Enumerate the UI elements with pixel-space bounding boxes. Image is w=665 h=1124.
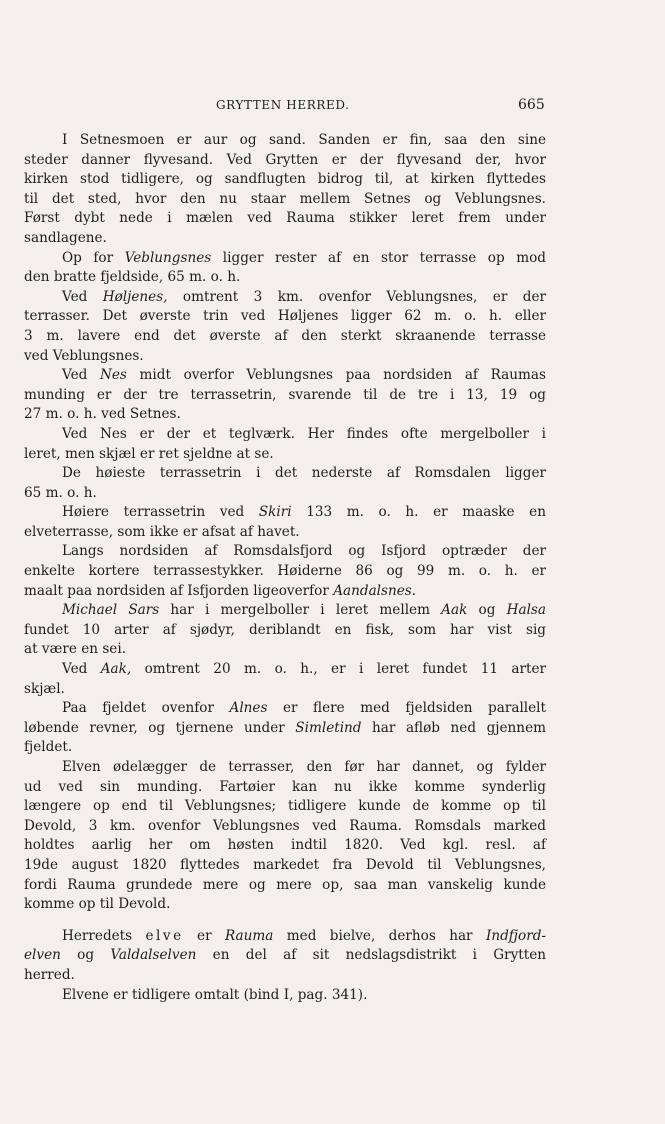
text-line [24,582,546,602]
text-line [24,876,546,896]
text-run: Ved Nes er der et teglværk. Her findes ofte mergelboller i [62,425,546,442]
text-run: leret, men skjæl er ret sjeldne at se. [24,445,274,462]
text-run: løbende revner, og tjernene under [24,719,296,736]
text-line [24,249,546,269]
text-run: kirken stod tidligere, og sandflugten bidrog til, at kirken flyttedes [24,171,546,188]
text-run: ligger rester af en stor terrasse op mod [211,249,546,266]
italic-term: Simletind [295,719,362,736]
text-run: til det sted, hvor den nu staar mellem Setnes og Veblungsnes. [24,190,546,207]
text-line [24,170,546,190]
text-run: at være en sei. [24,641,127,658]
text-run: er flere med fjeldsiden parallelt [267,700,546,717]
running-head: GRYTTEN HERRED. [216,98,350,112]
italic-term: Rauma [224,927,274,944]
text-run: Op for [62,249,125,266]
italic-term: Nes [99,367,127,384]
text-run: munding er der tre terrassetrin, svarende til de tre i 13, 19 og [24,386,546,403]
text-run: med bielve, derhos har [273,927,486,944]
italic-term: Veblungsnes [124,249,212,266]
italic-term: Aak, [100,661,132,678]
italic-term: Michael Sars [62,602,160,619]
text-line [24,836,546,856]
text-run: Langs nordsiden af Romsdalsfjord og Isfjord optræder der [62,543,546,560]
text-run: har afløb ned gjennem [361,719,546,736]
text-run: 19de august 1820 flyttedes markedet fra Devold til Veblungsnes, [24,856,546,873]
spaced-term: elve [145,927,184,944]
text-line [24,347,546,367]
text-run: steder danner flyvesand. Ved Grytten er der flyvesand der, hvor [24,151,546,168]
text-line [24,562,546,582]
text-line [24,895,546,915]
text-run: elveterrasse, som ikke er afsat af havet. [24,523,300,540]
text-line [24,425,546,445]
italic-term: Aak [441,602,468,619]
text-run: De høieste terrassetrin i det nederste af Romsdalen ligger [62,465,546,482]
text-line [24,288,546,308]
text-run: komme op til Devold. [24,896,171,913]
text-line [24,660,546,680]
text-run: Høiere terrassetrin ved [62,504,259,521]
italic-term: Aandalsnes. [333,582,417,599]
text-run: og [467,602,507,619]
text-run: Devold, 3 km. ovenfor Veblungsnes ved Rauma. Romsdals marked [24,817,546,834]
text-line [24,190,546,210]
text-line [24,856,546,876]
italic-term: Alnes [229,700,268,717]
text-run: fjeldet. [24,739,73,756]
text-run: Ved [62,367,100,384]
text-run: og [60,947,111,964]
text-line [24,640,546,660]
text-run: 3 m. lavere end det øverste af den sterkt skraanende terrasse [24,327,546,344]
italic-term: Valdalselven [110,947,197,964]
text-line [24,778,546,798]
text-line [24,817,546,837]
body-text [24,131,546,1005]
italic-term: Halsa [506,602,546,619]
text-line [24,738,546,758]
text-line [24,464,546,484]
text-line [24,927,546,947]
text-run: Ved [62,288,103,305]
text-line [24,966,546,986]
text-line [24,523,546,543]
text-run: fordi Rauma grundede mere og mere op, saa man vanskelig kunde [24,876,546,893]
italic-term: Skiri [258,504,292,521]
text-run: terrasser. Det øverste trin ved Høljenes ligger 62 m. o. h. eller [24,308,546,325]
text-run: midt overfor Veblungsnes paa nordsiden af Raumas [126,367,546,384]
text-run: omtrent 3 km. ovenfor Veblungsnes, er der [167,288,546,305]
text-line [24,307,546,327]
text-line [24,719,546,739]
text-run: I Setnesmoen er aur og sand. Sanden er fin, saa den sine [62,132,546,148]
text-line [24,797,546,817]
text-run: er [183,927,225,944]
text-line [24,268,546,288]
text-run: omtrent 20 m. o. h., er i leret fundet 11 arter [131,661,546,678]
italic-term: Høljenes, [102,288,168,305]
text-run: en del af sit nedslagsdistrikt i Grytten [196,947,546,964]
text-line [24,327,546,347]
text-line [24,542,546,562]
text-run: Ved [62,661,101,678]
text-line [24,151,546,171]
text-run: ud ved sin munding. Fartøier kan nu ikke komme synderlig [24,778,546,795]
text-run: skjæl. [24,680,65,697]
text-run: ved Veblungsnes. [24,347,144,364]
text-line [24,621,546,641]
text-run: Elvene er tidligere omtalt (bind I, pag. 341). [62,986,368,1003]
text-run: holdtes aarlig her om høsten indtil 1820. Ved kgl. resl. af [24,837,546,854]
text-line [24,405,546,425]
text-run: fundet 10 arter af sjødyr, deriblandt en fisk, som har vist sig [24,621,546,638]
text-run: Paa fjeldet ovenfor [62,700,230,717]
text-run: enkelte kortere terrassestykker. Høiderne 86 og 99 m. o. h. er [24,563,546,580]
italic-term: elven [24,947,61,964]
text-run: maalt paa nordsiden af Isfjorden ligeoverfor [24,582,334,599]
text-run: Elven ødelægger de terrasser, den før har dannet, og fylder [62,759,546,775]
text-run: 27 m. o. h. ved Setnes. [24,406,181,423]
text-run: herred. [24,966,75,983]
text-run: Herredets [62,927,146,944]
text-run: 65 m. o. h. [24,484,97,501]
text-line [24,680,546,700]
text-line [24,386,546,406]
paragraph-gap [24,915,546,927]
italic-term: Indfjord- [485,927,547,944]
text-line [24,131,546,151]
text-line [24,946,546,966]
text-run: den bratte fjeldside, 65 m. o. h. [24,269,241,286]
text-line [24,699,546,719]
text-line [24,229,546,249]
text-line [24,601,546,621]
text-line [24,758,546,778]
text-run: har i mergelboller i leret mellem [159,602,442,619]
page-number: 665 [518,97,545,113]
text-line [24,209,546,229]
page-header [0,98,665,118]
text-line [24,503,546,523]
text-run: længere op end til Veblungsnes; tidligere kunde de komme op til [24,798,546,815]
text-run: Først dybt nede i mælen ved Rauma stikker leret frem under [24,210,546,227]
text-line [24,366,546,386]
text-line [24,484,546,504]
text-run: 133 m. o. h. er maaske en [291,504,546,521]
text-run: sandlagene. [24,229,107,246]
text-line [24,986,546,1006]
text-line [24,445,546,465]
